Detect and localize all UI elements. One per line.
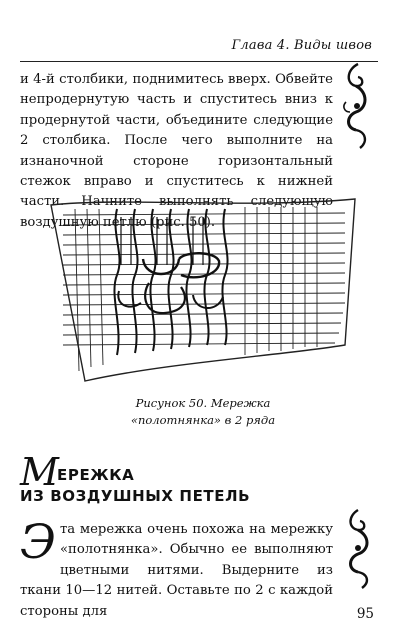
page-number: 95 xyxy=(356,606,374,622)
drop-cap: Э xyxy=(20,515,56,570)
body-paragraph: и 4-й столбики, поднимитесь вверх. Обвейте непродернутую часть и спуститесь вниз к продернутой части, объедините следующие 2 столбика. После чего выполните на изнаночной стороне горизонтальный стежок вправо и спуститесь к нижней части. Начните выполнять следующую воздушную петлю (рис. 50). xyxy=(20,72,333,230)
swirl-ornament-bottom xyxy=(340,508,374,590)
figure-50-illustration xyxy=(45,195,361,391)
body-paragraph-2 xyxy=(20,515,333,622)
heading-line-1: ЕРЕЖКА xyxy=(57,466,135,484)
figure-caption: Рисунок 50. Мережка «полотнянка» в 2 ряда xyxy=(130,396,276,427)
header-rule xyxy=(20,61,378,62)
heading-line-2: ИЗ ВОЗДУШНЫХ ПЕТЕЛЬ xyxy=(20,487,251,505)
swirl-ornament-top xyxy=(338,62,374,150)
heading-initial: М xyxy=(20,450,59,494)
thread-columns xyxy=(114,209,227,355)
running-head: Глава 4. Виды швов xyxy=(231,38,372,53)
paragraph-2-text: та мережка очень похожа на мережку «полотнянка». Обычно ее выполняют цветными нитями. Выдерните из ткани 10—12 нитей. Оставьте по 2 с каждой стороны для xyxy=(20,522,333,619)
